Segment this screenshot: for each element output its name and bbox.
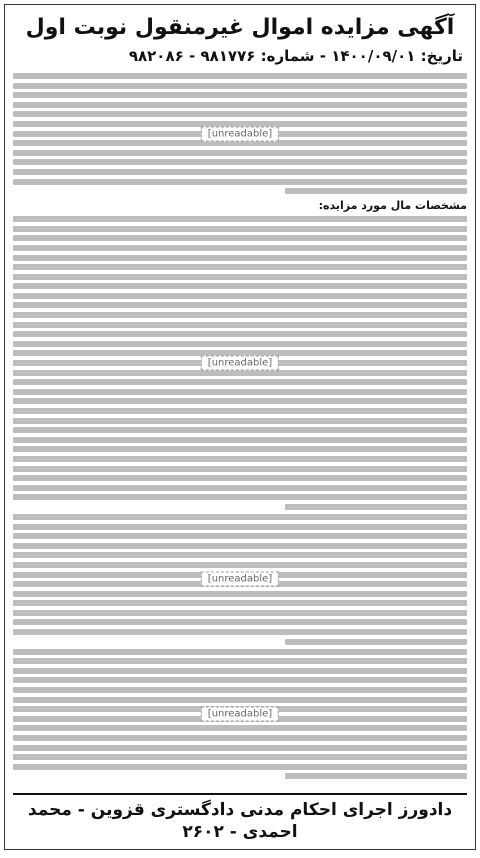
notice-page <box>4 4 476 850</box>
intro-unreadable-note: [unreadable] <box>201 126 279 141</box>
property-paragraph <box>13 216 467 510</box>
notice-dateline: تاریخ: ۱۴۰۰/۰۹/۰۱ - شماره: ۹۸۱۷۷۶ - ۹۸۲۰۸۶ <box>128 47 463 65</box>
intro-paragraph <box>13 73 467 194</box>
signature-line: دادورز اجرای احکام مدنی دادگستری قزوین - محمد احمدی - ۲۶۰۲ <box>13 793 467 843</box>
buyer-conditions-paragraph <box>13 649 467 780</box>
buyer-conditions-unreadable-note: [unreadable] <box>201 707 279 722</box>
notice-title: آگهی مزایده اموال غیرمنقول نوبت اول <box>25 15 455 40</box>
property-unreadable-note: [unreadable] <box>201 356 279 371</box>
auction-terms-paragraph <box>13 514 467 645</box>
auction-terms-unreadable-note: [unreadable] <box>201 572 279 587</box>
property-section-heading: مشخصات مال مورد مزایده: <box>318 199 467 213</box>
